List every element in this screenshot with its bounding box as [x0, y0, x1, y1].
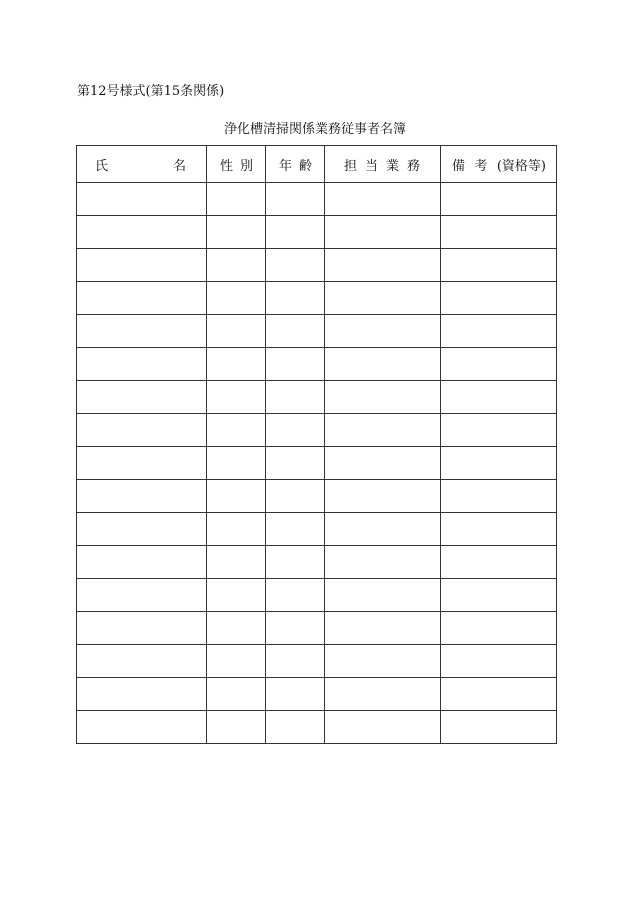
duty-cell[interactable] — [325, 447, 441, 480]
note-cell[interactable] — [441, 447, 557, 480]
header-sex-char-2: 別 — [239, 158, 253, 174]
sex-cell[interactable] — [207, 183, 266, 216]
header-name-char-2: 名 — [172, 158, 186, 174]
note-cell[interactable] — [441, 612, 557, 645]
header-duty-char-3: 業 — [385, 158, 399, 174]
duty-cell[interactable] — [325, 381, 441, 414]
age-cell[interactable] — [266, 480, 325, 513]
duty-cell[interactable] — [325, 513, 441, 546]
name-cell[interactable] — [77, 546, 207, 579]
note-cell[interactable] — [441, 546, 557, 579]
table-row — [77, 678, 557, 711]
age-cell[interactable] — [266, 678, 325, 711]
age-cell[interactable] — [266, 216, 325, 249]
note-cell[interactable] — [441, 711, 557, 744]
name-cell[interactable] — [77, 414, 207, 447]
header-duty — [325, 146, 441, 183]
sex-cell[interactable] — [207, 480, 266, 513]
header-note-char-1: 備 — [452, 158, 466, 174]
note-cell[interactable] — [441, 381, 557, 414]
form-number: 第12号様式(第15条関係) — [77, 84, 225, 99]
header-name-char-1: 氏 — [95, 158, 109, 174]
table-row — [77, 381, 557, 414]
age-cell[interactable] — [266, 315, 325, 348]
table-row — [77, 480, 557, 513]
note-cell[interactable] — [441, 513, 557, 546]
duty-cell[interactable] — [325, 216, 441, 249]
age-cell[interactable] — [266, 249, 325, 282]
note-cell[interactable] — [441, 216, 557, 249]
header-sex — [207, 146, 266, 183]
table-row — [77, 282, 557, 315]
note-cell[interactable] — [441, 579, 557, 612]
sex-cell[interactable] — [207, 645, 266, 678]
sex-cell[interactable] — [207, 546, 266, 579]
table-row — [77, 546, 557, 579]
sex-cell[interactable] — [207, 381, 266, 414]
duty-cell[interactable] — [325, 711, 441, 744]
duty-cell[interactable] — [325, 348, 441, 381]
duty-cell[interactable] — [325, 546, 441, 579]
name-cell[interactable] — [77, 249, 207, 282]
table-row — [77, 711, 557, 744]
duty-cell[interactable] — [325, 315, 441, 348]
table-row — [77, 447, 557, 480]
header-duty-char-1: 担 — [344, 158, 358, 174]
document-title: 浄化槽清掃関係業務従事者名簿 — [223, 122, 406, 137]
employee-register-table — [76, 145, 557, 744]
note-cell[interactable] — [441, 348, 557, 381]
name-cell[interactable] — [77, 447, 207, 480]
age-cell[interactable] — [266, 282, 325, 315]
table-row — [77, 513, 557, 546]
duty-cell[interactable] — [325, 678, 441, 711]
table-row — [77, 183, 557, 216]
age-cell[interactable] — [266, 711, 325, 744]
duty-cell[interactable] — [325, 612, 441, 645]
header-age-char-1: 年 — [279, 158, 293, 174]
sex-cell[interactable] — [207, 348, 266, 381]
sex-cell[interactable] — [207, 678, 266, 711]
table-row — [77, 645, 557, 678]
header-duty-char-4: 務 — [406, 158, 420, 174]
note-cell[interactable] — [441, 414, 557, 447]
duty-cell[interactable] — [325, 579, 441, 612]
register-body — [77, 183, 557, 744]
name-cell[interactable] — [77, 282, 207, 315]
name-cell[interactable] — [77, 513, 207, 546]
sex-cell[interactable] — [207, 282, 266, 315]
name-cell[interactable] — [77, 216, 207, 249]
age-cell[interactable] — [266, 645, 325, 678]
sex-cell[interactable] — [207, 513, 266, 546]
age-cell[interactable] — [266, 348, 325, 381]
duty-cell[interactable] — [325, 414, 441, 447]
table-row — [77, 315, 557, 348]
note-cell[interactable] — [441, 645, 557, 678]
name-cell[interactable] — [77, 579, 207, 612]
name-cell[interactable] — [77, 711, 207, 744]
duty-cell[interactable] — [325, 282, 441, 315]
table-row — [77, 216, 557, 249]
duty-cell[interactable] — [325, 183, 441, 216]
table-row — [77, 414, 557, 447]
name-cell[interactable] — [77, 612, 207, 645]
header-note-char-2: 考 — [474, 158, 488, 174]
note-cell[interactable] — [441, 282, 557, 315]
table-row — [77, 612, 557, 645]
sex-cell[interactable] — [207, 447, 266, 480]
age-cell[interactable] — [266, 612, 325, 645]
duty-cell[interactable] — [325, 249, 441, 282]
age-cell[interactable] — [266, 381, 325, 414]
header-age-char-2: 齢 — [298, 158, 312, 174]
age-cell[interactable] — [266, 447, 325, 480]
age-cell[interactable] — [266, 513, 325, 546]
age-cell[interactable] — [266, 414, 325, 447]
header-name — [77, 146, 207, 183]
name-cell[interactable] — [77, 183, 207, 216]
note-cell[interactable] — [441, 315, 557, 348]
sex-cell[interactable] — [207, 315, 266, 348]
sex-cell[interactable] — [207, 216, 266, 249]
note-cell[interactable] — [441, 480, 557, 513]
sex-cell[interactable] — [207, 612, 266, 645]
name-cell[interactable] — [77, 315, 207, 348]
note-cell[interactable] — [441, 678, 557, 711]
name-cell[interactable] — [77, 678, 207, 711]
table-row — [77, 249, 557, 282]
duty-cell[interactable] — [325, 480, 441, 513]
header-age — [266, 146, 325, 183]
age-cell[interactable] — [266, 579, 325, 612]
sex-cell[interactable] — [207, 711, 266, 744]
table-row — [77, 579, 557, 612]
note-cell[interactable] — [441, 249, 557, 282]
age-cell[interactable] — [266, 183, 325, 216]
name-cell[interactable] — [77, 381, 207, 414]
header-note — [441, 146, 557, 183]
name-cell[interactable] — [77, 480, 207, 513]
header-duty-char-2: 当 — [364, 158, 378, 174]
name-cell[interactable] — [77, 645, 207, 678]
note-cell[interactable] — [441, 183, 557, 216]
header-sex-char-1: 性 — [220, 158, 234, 174]
age-cell[interactable] — [266, 546, 325, 579]
duty-cell[interactable] — [325, 645, 441, 678]
sex-cell[interactable] — [207, 579, 266, 612]
table-row — [77, 348, 557, 381]
sex-cell[interactable] — [207, 249, 266, 282]
name-cell[interactable] — [77, 348, 207, 381]
sex-cell[interactable] — [207, 414, 266, 447]
header-note-qualification: (資格等) — [496, 158, 546, 174]
header-row — [77, 146, 557, 183]
